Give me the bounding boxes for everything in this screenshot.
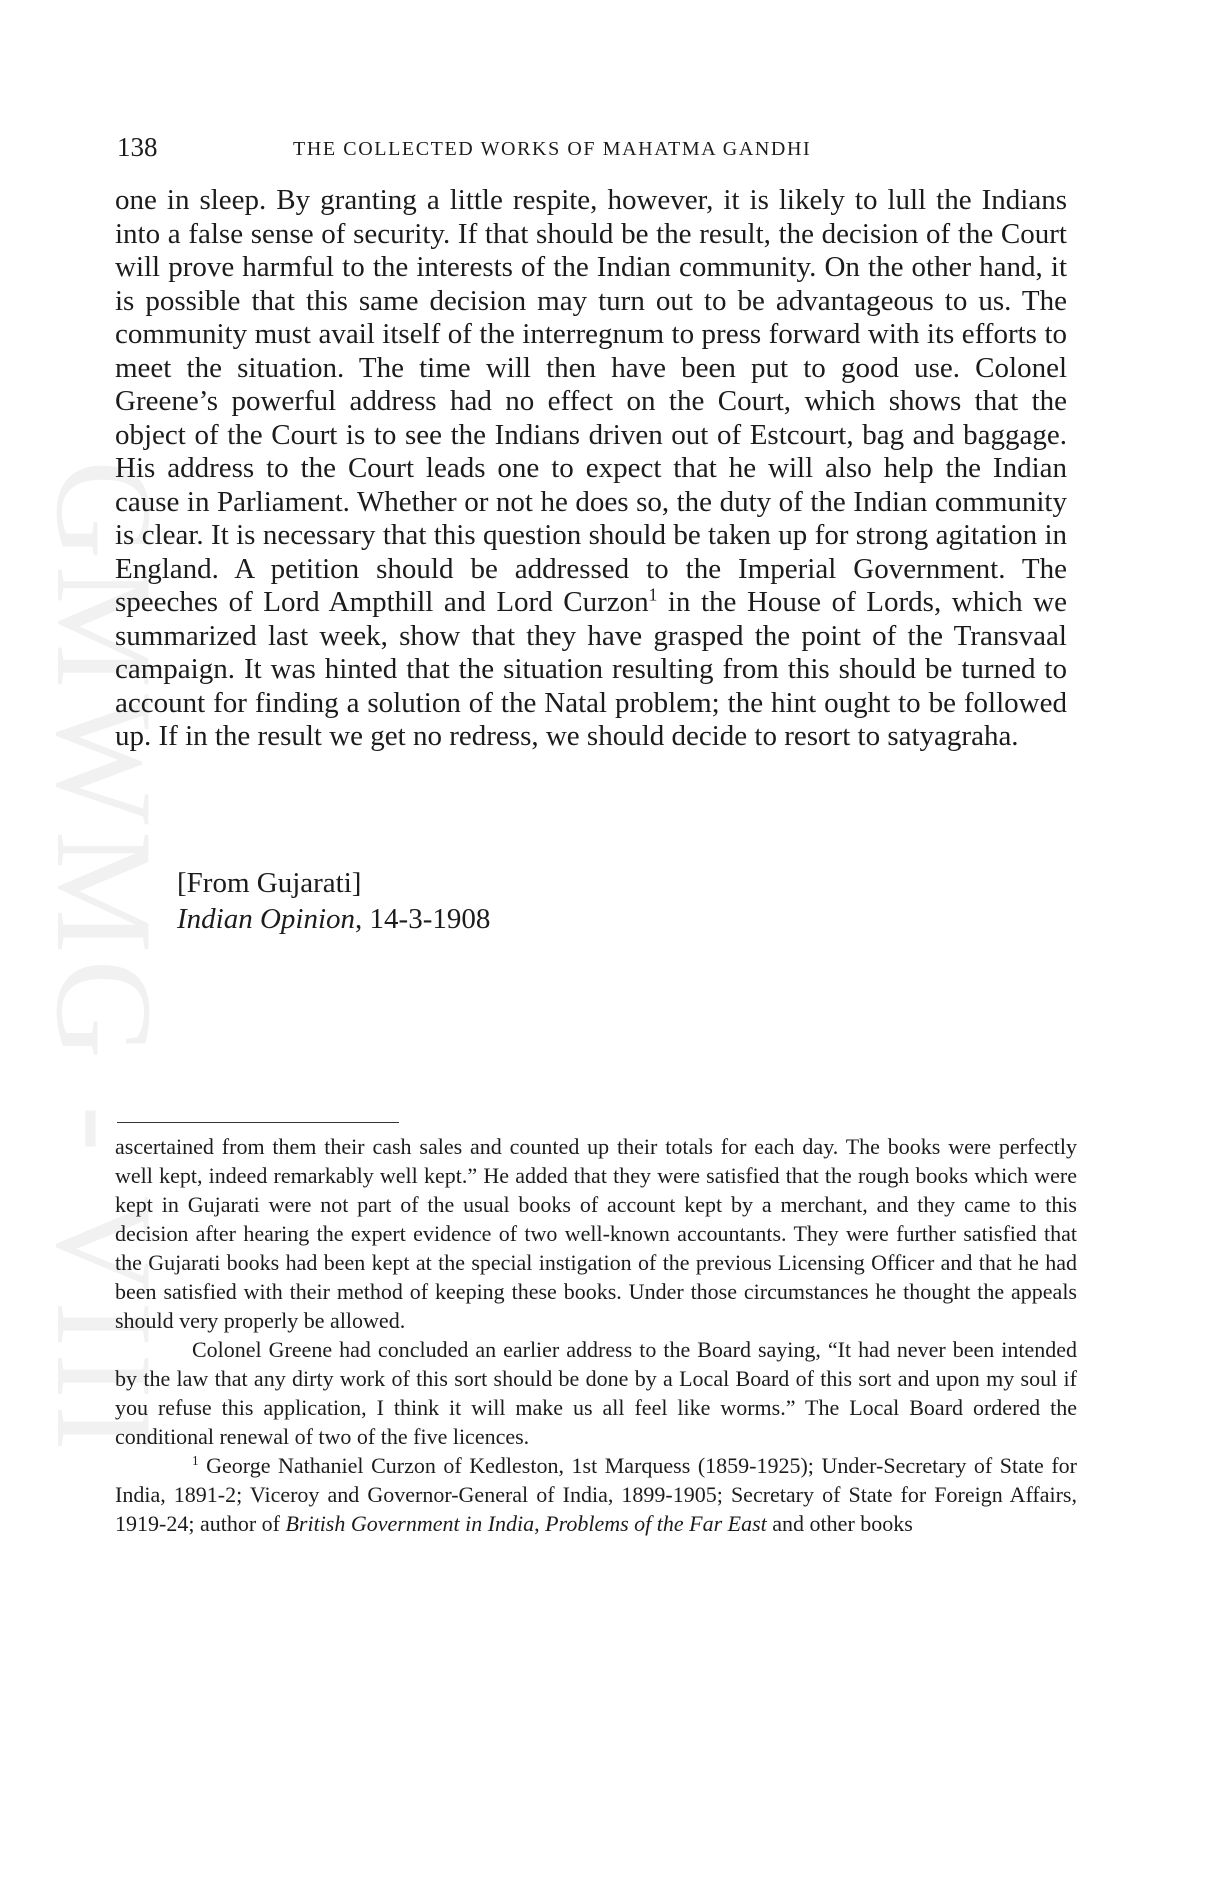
paragraph-text-part2: in the House of Lords, which we summarized last week, show that they have grasped the point of the Transvaal campaign. It was hinted that the situation resulting from this should be turned to account for finding a solution of the Natal problem; the hint ought to be followed up. If in the result we get no redress, we should decide to resort to satyagraha.	[115, 586, 1067, 752]
footnote-marker: 1	[192, 1453, 199, 1469]
source-publication-line	[177, 901, 490, 937]
page-header	[117, 132, 1077, 166]
footnote-curzon-text: George Nathaniel Curzon of Kedleston, 1st Marquess (1859-1925); Under-Secretary of State for India, 1891-2; Viceroy and Governor-General of India, 1899-1905; Secretary of State for Foreign Affairs, 1919-24; author of	[115, 1453, 1077, 1536]
publication-title: Indian Opinion	[177, 903, 356, 935]
main-text	[115, 184, 1067, 754]
footnote-continued: ascertained from them their cash sales and counted up their totals for each day. The books were perfectly well kept, indeed remarkably well kept.” He added that they were satisfied that the rough books which were kept in Gujarati were not part of the usual books of account kept by a merchant, and they came to this decision after hearing the expert evidence of two well-known accountants. They were further satisfied that the Gujarati books had been kept at the special instigation of the previous Licensing Officer and that he had been satisfied with their method of keeping these books. Under those circumstances he thought the appeals should very properly be allowed.	[115, 1134, 1077, 1333]
page-number: 138	[117, 132, 158, 162]
footnote-curzon	[115, 1451, 1077, 1538]
footnote-separator: ,	[534, 1511, 546, 1536]
footnote-greene: Colonel Greene had concluded an earlier address to the Board saying, “It had never been intended by the law that any dirty work of this sort should be done by a Local Board of this sort and upon my soul if you refuse this application, I think it will make us all feel like worms.” The Local Board ordered the conditional renewal of two of the five licences.	[115, 1337, 1077, 1449]
source-language: [From Gujarati]	[177, 867, 362, 899]
footnote-divider	[117, 1122, 399, 1123]
watermark-text: GMWMG - VIII	[28, 460, 181, 1457]
body-paragraph	[115, 184, 1067, 754]
running-head: THE COLLECTED WORKS OF MAHATMA GANDHI	[293, 138, 812, 160]
publication-date: , 14-3-1908	[355, 903, 491, 935]
footnotes	[115, 1132, 1077, 1538]
footnote-reference: 1	[648, 584, 658, 605]
paragraph-text-part1: one in sleep. By granting a little respite, however, it is likely to lull the Indians into a false sense of security. If that should be the result, the decision of the Court will prove harmful to the interests of the Indian community. On the other hand, it is possible that this same decision may turn out to be advantageous to us. The community must avail itself of the interregnum to press forward with its efforts to meet the situation. The time will then have been put to good use. Colonel Greene’s powerful address had no effect on the Court, which shows that the object of the Court is to see the Indians driven out of Estcourt, bag and baggage. His address to the Court leads one to expect that he will also help the Indian cause in Parliament. Whether or not he does so, the duty of the Indian community is clear. It is necessary that this question should be taken up for strong agitation in England. A petition should be addressed to the Imperial Government. The speeches of Lord Ampthill and Lord Curzon	[115, 184, 1067, 618]
book-title-british-government: British Government in India	[285, 1511, 535, 1536]
source-citation	[177, 865, 490, 937]
book-title-far-east: Problems of the Far East	[545, 1511, 767, 1536]
footnote-curzon-end: and other books	[766, 1511, 913, 1536]
